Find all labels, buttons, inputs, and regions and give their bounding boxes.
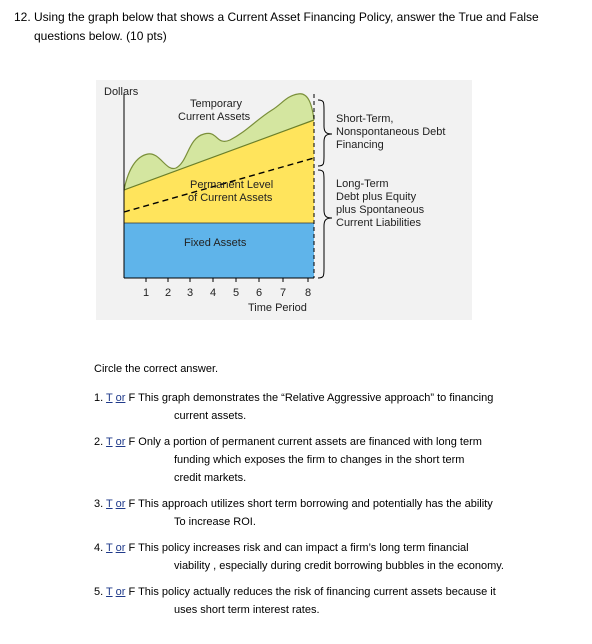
- question-number: 4.: [94, 542, 104, 554]
- false-option[interactable]: F: [128, 392, 136, 404]
- x-tick-marks: [146, 278, 308, 282]
- or-text: or: [115, 436, 126, 448]
- true-option[interactable]: T: [106, 586, 113, 598]
- question-text: This approach utilizes short term borrowing and potentially has the ability: [138, 498, 493, 510]
- question-item: [94, 433, 564, 487]
- question-item: [94, 583, 564, 619]
- header-line-2: questions below. (10 pts): [34, 29, 167, 43]
- header-line-1: 12. Using the graph below that shows a Current Asset Financing Policy, answer the True and False: [14, 10, 539, 24]
- x-tick-label: 8: [305, 287, 312, 299]
- question-text: This policy increases risk and can impact a firm’s long term financial: [138, 542, 469, 554]
- false-option[interactable]: F: [128, 436, 136, 448]
- or-text: or: [115, 498, 126, 510]
- long-term-brace: [318, 170, 332, 278]
- or-text: or: [115, 586, 126, 598]
- instruction-text: Circle the correct answer.: [94, 363, 219, 375]
- permanent-label-line-2: of Current Assets: [188, 192, 273, 204]
- fixed-assets-label: Fixed Assets: [184, 237, 247, 249]
- x-tick-label: 5: [233, 287, 240, 299]
- false-option[interactable]: F: [128, 586, 136, 598]
- x-tick-label: 2: [165, 287, 172, 299]
- false-option[interactable]: F: [128, 542, 136, 554]
- question-text-continued: funding which exposes the firm to changes in the short term: [174, 454, 465, 466]
- question-header: [14, 8, 574, 46]
- x-tick-label: 4: [210, 287, 217, 299]
- temporary-label-line-2: Current Assets: [178, 111, 251, 123]
- permanent-label-line-1: Permanent Level: [190, 179, 274, 191]
- question-number: 2.: [94, 436, 104, 448]
- short-term-label-line-2: Nonspontaneous Debt: [336, 126, 446, 138]
- short-term-brace: [318, 100, 332, 166]
- question-text-continued: credit markets.: [174, 472, 247, 484]
- x-tick-label: 6: [256, 287, 263, 299]
- question-text-continued: current assets.: [174, 410, 247, 422]
- question-number: 1.: [94, 392, 104, 404]
- or-text: or: [115, 392, 126, 404]
- true-option[interactable]: T: [106, 498, 113, 510]
- x-tick-label: 3: [187, 287, 194, 299]
- question-text: This graph demonstrates the “Relative Aggressive approach” to financing: [138, 392, 494, 404]
- short-term-label-line-1: Short-Term,: [336, 113, 394, 125]
- fixed-assets-area: [124, 223, 314, 278]
- false-option[interactable]: F: [128, 498, 136, 510]
- question-number: 5.: [94, 586, 104, 598]
- question-item: [94, 539, 564, 575]
- question-text-continued: uses short term interest rates.: [174, 604, 320, 616]
- temporary-label-line-1: Temporary: [190, 98, 242, 110]
- x-tick-label: 1: [143, 287, 150, 299]
- x-tick-label: 7: [280, 287, 287, 299]
- long-term-label-line-3: plus Spontaneous: [336, 204, 425, 216]
- question-number: 3.: [94, 498, 104, 510]
- long-term-label-line-4: Current Liabilities: [336, 217, 421, 229]
- true-option[interactable]: T: [106, 392, 113, 404]
- x-axis-label: Time Period: [248, 302, 307, 314]
- question-item: [94, 389, 564, 425]
- y-axis-label: Dollars: [104, 86, 139, 98]
- question-text-continued: viability , especially during credit borrowing bubbles in the economy.: [174, 560, 504, 572]
- financing-policy-figure: [96, 80, 472, 320]
- question-text: Only a portion of permanent current assets are financed with long term: [138, 436, 482, 448]
- or-text: or: [115, 542, 126, 554]
- question-item: [94, 495, 564, 531]
- true-option[interactable]: T: [106, 436, 113, 448]
- short-term-label-line-3: Financing: [336, 139, 384, 151]
- question-text: This policy actually reduces the risk of financing current assets because it: [138, 586, 496, 598]
- long-term-label-line-1: Long-Term: [336, 178, 389, 190]
- long-term-label-line-2: Debt plus Equity: [336, 191, 417, 203]
- question-text-continued: To increase ROI.: [174, 516, 256, 528]
- true-option[interactable]: T: [106, 542, 113, 554]
